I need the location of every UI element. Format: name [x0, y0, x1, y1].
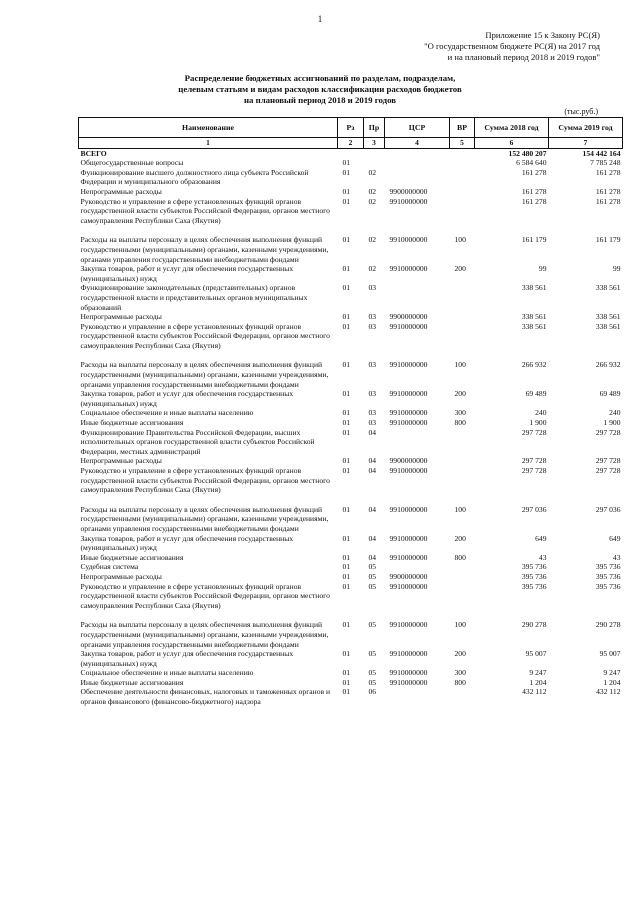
table-row	[79, 428, 623, 457]
row-vr: 100	[454, 235, 466, 245]
header-vr: ВР	[450, 118, 475, 138]
row-sum-2019: 7 785 248	[590, 158, 621, 168]
row-sum-2018: 432 112	[522, 687, 547, 697]
table-row	[79, 312, 623, 322]
row-spacer	[79, 350, 623, 360]
row-csr	[385, 687, 450, 706]
table-row	[79, 418, 623, 428]
row-rz: 01	[342, 264, 351, 274]
row-spacer	[79, 225, 623, 235]
row-csr: 9910000000	[389, 196, 428, 206]
row-pr: 04	[368, 466, 377, 475]
row-csr: 9900000000	[389, 312, 428, 322]
row-sum-2019: 297 728	[595, 466, 621, 475]
row-name: Иные бюджетные ассигнования	[80, 418, 184, 428]
row-sum-2019: 161 278	[595, 186, 621, 196]
row-name: Руководство и управление в сфере установленных функций органов государственной власти субъектов Российской Федерации, органов местного самоуправления Республики Саха (Якутия)	[80, 466, 330, 495]
table-row	[79, 649, 623, 668]
row-sum-2018: 6 584 640	[516, 158, 547, 168]
row-sum-2019: 9 247	[603, 668, 621, 678]
row-pr: 04	[368, 533, 377, 543]
table-row	[79, 235, 623, 264]
row-pr: 05	[368, 668, 377, 678]
row-pr: 05	[368, 649, 377, 659]
row-csr	[385, 428, 450, 457]
header-csr: ЦСР	[385, 118, 450, 138]
row-vr: 200	[454, 533, 466, 543]
row-csr	[385, 283, 450, 312]
row-vr	[450, 572, 475, 582]
row-spacer-cell	[79, 350, 623, 360]
row-name: Закупка товаров, работ и услуг для обеспечения государственных (муниципальных) нужд	[80, 389, 294, 408]
table-row	[79, 466, 623, 495]
row-csr: 9910000000	[389, 360, 428, 370]
row-sum-2018: 338 561	[521, 283, 547, 293]
row-rz: 01	[342, 312, 351, 322]
row-csr: 9910000000	[389, 408, 428, 418]
row-sum-2019: 161 179	[595, 235, 621, 245]
row-name: Расходы на выплаты персоналу в целях обеспечения выполнения функций государственными (муниципальными) органами, казенными учреждениями, органами управления государственными внебюджетными фондами	[80, 235, 329, 264]
title-line: Распределение бюджетных ассигнований по разделам, подразделам,	[184, 73, 456, 83]
row-pr: 03	[368, 408, 377, 418]
row-rz: 01	[342, 360, 351, 370]
row-sum-2018: 290 278	[521, 620, 547, 630]
row-pr: 03	[368, 321, 377, 331]
row-pr: 02	[368, 167, 377, 177]
row-spacer	[79, 495, 623, 505]
row-sum-2019: 69 489	[599, 389, 621, 399]
row-vr: 200	[454, 389, 466, 399]
table-row	[79, 389, 623, 408]
row-spacer-cell	[79, 610, 623, 620]
row-name: Руководство и управление в сфере установленных функций органов государственной власти субъектов Российской Федерации, органов местного самоуправления Республики Саха (Якутия)	[80, 581, 330, 610]
table-row	[79, 283, 623, 312]
row-pr: 03	[368, 389, 377, 399]
row-sum-2018: 266 932	[521, 360, 547, 370]
page-number: 1	[317, 14, 323, 24]
row-name: Социальное обеспечение и иные выплаты населению	[80, 408, 254, 418]
row-rz: 01	[342, 456, 351, 466]
row-sum-2018: 297 728	[521, 456, 547, 466]
row-spacer-cell	[79, 495, 623, 505]
table-row	[79, 678, 623, 688]
row-sum-2018: 152 480 207	[508, 148, 547, 158]
row-vr: 800	[454, 552, 466, 562]
row-pr: 03	[368, 418, 377, 428]
row-sum-2019: 297 728	[595, 456, 621, 466]
row-name: Функционирование законодательных (представительных) органов государственной власти и представительных органов муниципальных образований	[80, 283, 308, 312]
row-rz: 01	[342, 427, 351, 437]
row-vr	[450, 687, 475, 706]
row-name: Обеспечение деятельности финансовых, налоговых и таможенных органов и органов финансового (финансово-бюджетного) надзора	[80, 687, 331, 707]
row-csr	[385, 168, 450, 187]
row-pr: 02	[368, 264, 377, 274]
column-number: 6	[475, 138, 549, 149]
row-vr	[450, 187, 475, 197]
row-sum-2018: 1 900	[529, 418, 547, 428]
row-csr: 9910000000	[389, 581, 428, 591]
row-csr: 9910000000	[389, 504, 428, 514]
row-pr: 05	[368, 620, 377, 630]
row-name: Руководство и управление в сфере установленных функций органов государственной власти субъектов Российской Федерации, органов местного самоуправления Республики Саха (Якутия)	[80, 196, 330, 225]
row-rz: 01	[342, 167, 351, 177]
table-row	[79, 620, 623, 649]
row-csr: 9910000000	[389, 264, 428, 274]
row-sum-2019: 297 728	[595, 427, 621, 437]
row-csr	[385, 158, 450, 168]
row-vr	[450, 197, 475, 226]
column-number-row	[79, 138, 623, 149]
row-vr	[450, 148, 475, 158]
row-sum-2018: 395 736	[521, 581, 547, 591]
row-rz: 01	[342, 186, 351, 196]
row-name: Иные бюджетные ассигнования	[80, 677, 184, 687]
row-csr: 9910000000	[389, 677, 428, 687]
row-rz: 01	[342, 668, 351, 678]
row-csr: 9910000000	[389, 552, 428, 562]
row-spacer	[79, 610, 623, 620]
row-csr: 9900000000	[389, 186, 428, 196]
appendix-line: "О государственном бюджете РС(Я) на 2017 год	[424, 41, 600, 51]
column-number: 3	[364, 138, 385, 149]
budget-table	[78, 117, 623, 707]
row-vr	[450, 466, 475, 495]
appendix-line: Приложение 15 к Закону РС(Я)	[485, 30, 600, 40]
row-rz: 01	[342, 504, 351, 514]
row-pr: 03	[368, 283, 377, 293]
row-vr	[450, 456, 475, 466]
row-name: Функционирование Правительства Российской Федерации, высших исполнительных органов государственной власти субъектов Российской Федерации, местных администраций	[80, 427, 315, 456]
table-row	[79, 553, 623, 563]
row-sum-2018: 395 736	[521, 562, 547, 572]
row-pr: 05	[368, 562, 377, 572]
row-pr: 02	[368, 235, 377, 245]
row-pr: 06	[368, 687, 377, 697]
table-row	[79, 408, 623, 418]
row-csr: 9910000000	[389, 466, 428, 475]
row-sum-2019: 395 736	[595, 562, 621, 572]
row-rz: 01	[342, 235, 351, 245]
table-row-total	[79, 148, 623, 158]
row-sum-2018: 99	[538, 264, 547, 274]
row-vr	[450, 582, 475, 611]
row-csr: 9910000000	[389, 649, 428, 659]
row-csr: 9900000000	[389, 571, 428, 581]
row-csr: 9910000000	[389, 533, 428, 543]
row-vr: 200	[454, 649, 466, 659]
row-sum-2019: 649	[609, 533, 621, 543]
column-number: 5	[450, 138, 475, 149]
row-pr: 02	[368, 196, 377, 206]
table-header-row	[79, 118, 623, 138]
row-sum-2019: 1 900	[603, 418, 621, 428]
table-row	[79, 187, 623, 197]
row-name: Расходы на выплаты персоналу в целях обеспечения выполнения функций государственными (муниципальными) органами, казенными учреждениями, органами управления государственными внебюджетными фондами	[80, 360, 329, 389]
table-row	[79, 572, 623, 582]
row-sum-2019: 290 278	[595, 620, 621, 630]
row-rz: 01	[342, 321, 351, 331]
row-name: Функционирование высшего должностного лица субъекта Российской Федерации и муниципального образования	[80, 167, 309, 187]
row-sum-2018: 95 007	[525, 649, 547, 659]
row-vr: 300	[454, 408, 466, 418]
table-row	[79, 168, 623, 187]
row-sum-2019: 99	[612, 264, 621, 274]
header-sum-2018: Сумма 2018 год	[475, 118, 549, 138]
title-line: целевым статьям и видам расходов классификации расходов бюджетов	[178, 84, 462, 94]
header-rz: Рз	[338, 118, 364, 138]
row-rz: 01	[342, 687, 351, 697]
title-line: на плановый период 2018 и 2019 годов	[243, 95, 397, 105]
row-rz: 01	[342, 562, 351, 572]
table-row	[79, 158, 623, 168]
column-number: 2	[338, 138, 364, 149]
row-sum-2018: 240	[535, 408, 547, 418]
row-rz: 01	[342, 649, 351, 659]
row-rz: 01	[342, 466, 351, 475]
document-title	[60, 73, 580, 106]
row-csr: 9910000000	[389, 668, 428, 678]
header-pr: Пр	[364, 118, 385, 138]
row-sum-2019: 95 007	[599, 649, 621, 659]
row-sum-2018: 9 247	[529, 668, 547, 678]
row-sum-2018: 297 728	[521, 466, 547, 475]
row-csr: 9910000000	[389, 389, 428, 399]
row-sum-2019: 297 036	[595, 504, 621, 514]
row-sum-2019: 161 278	[595, 196, 621, 206]
row-vr	[450, 562, 475, 572]
row-csr: 9900000000	[389, 456, 428, 466]
row-sum-2018: 161 278	[521, 186, 547, 196]
table-row	[79, 322, 623, 351]
row-rz	[338, 148, 364, 158]
row-rz: 01	[342, 418, 351, 428]
row-name: Судебная система	[80, 562, 139, 572]
row-name: Иные бюджетные ассигнования	[80, 552, 184, 562]
table-row	[79, 264, 623, 283]
row-name: Руководство и управление в сфере установленных функций органов государственной власти субъектов Российской Федерации, органов местного самоуправления Республики Саха (Якутия)	[80, 321, 330, 350]
row-vr	[450, 168, 475, 187]
row-pr: 04	[368, 427, 377, 437]
table-row	[79, 687, 623, 706]
row-sum-2018: 338 561	[521, 321, 547, 331]
row-vr: 100	[454, 360, 466, 370]
row-name: Закупка товаров, работ и услуг для обеспечения государственных (муниципальных) нужд	[80, 264, 294, 283]
header-sum-2019: Сумма 2019 год	[549, 118, 623, 138]
row-name: Непрограммные расходы	[80, 571, 162, 581]
row-name: Непрограммные расходы	[80, 456, 162, 466]
row-rz: 01	[342, 620, 351, 630]
row-sum-2018: 649	[535, 533, 547, 543]
row-vr: 300	[454, 668, 466, 678]
row-spacer-cell	[79, 225, 623, 235]
row-rz: 01	[342, 581, 351, 591]
row-pr: 03	[368, 312, 377, 322]
row-pr: 03	[368, 360, 377, 370]
row-name: ВСЕГО	[80, 148, 107, 158]
row-sum-2019: 395 736	[595, 581, 621, 591]
row-name: Расходы на выплаты персоналу в целях обеспечения выполнения функций государственными (муниципальными) органами, казенными учреждениями, органами управления государственными внебюджетными фондами	[80, 504, 329, 533]
row-csr	[385, 562, 450, 572]
table-row	[79, 534, 623, 553]
row-sum-2018: 297 036	[521, 504, 547, 514]
row-name: Закупка товаров, работ и услуг для обеспечения государственных (муниципальных) нужд	[80, 649, 294, 668]
row-vr	[450, 312, 475, 322]
row-pr: 04	[368, 552, 377, 562]
table-row	[79, 668, 623, 678]
row-name: Общегосударственные вопросы	[80, 158, 184, 168]
row-vr	[450, 428, 475, 457]
column-number: 4	[385, 138, 450, 149]
row-rz: 01	[342, 571, 351, 581]
column-number: 7	[549, 138, 623, 149]
row-sum-2019: 338 561	[595, 283, 621, 293]
row-rz: 01	[342, 389, 351, 399]
row-sum-2018: 43	[538, 552, 547, 562]
row-rz: 01	[342, 677, 351, 687]
row-name: Непрограммные расходы	[80, 312, 162, 322]
row-vr	[450, 158, 475, 168]
row-rz: 01	[342, 196, 351, 206]
row-sum-2018: 297 728	[521, 427, 547, 437]
table-row	[79, 505, 623, 534]
row-vr: 100	[454, 620, 466, 630]
row-pr: 05	[368, 571, 377, 581]
appendix-line: и на плановый период 2018 и 2019 годов"	[447, 52, 600, 62]
row-pr: 04	[368, 504, 377, 514]
header-name: Наименование	[79, 118, 338, 138]
row-pr: 02	[368, 186, 377, 196]
table-row	[79, 360, 623, 389]
row-rz: 01	[342, 408, 351, 418]
row-csr: 9910000000	[389, 235, 428, 245]
row-sum-2019: 240	[609, 408, 621, 418]
appendix-reference	[300, 30, 600, 63]
table-row	[79, 562, 623, 572]
row-pr: 04	[368, 456, 377, 466]
row-name: Непрограммные расходы	[80, 186, 162, 196]
row-sum-2018: 338 561	[521, 312, 547, 322]
row-sum-2019: 43	[612, 552, 621, 562]
row-name: Закупка товаров, работ и услуг для обеспечения государственных (муниципальных) нужд	[80, 533, 294, 553]
row-pr: 05	[368, 581, 377, 591]
row-rz: 01	[342, 283, 351, 293]
table-body	[79, 148, 623, 707]
row-sum-2019: 1 204	[603, 677, 621, 687]
row-sum-2019: 266 932	[595, 360, 621, 370]
row-sum-2018: 395 736	[521, 571, 547, 581]
table-row	[79, 582, 623, 611]
row-sum-2019: 338 561	[595, 321, 621, 331]
row-sum-2018: 69 489	[525, 389, 547, 399]
row-pr: 05	[368, 677, 377, 687]
table-row	[79, 456, 623, 466]
table-row	[79, 197, 623, 226]
row-pr	[364, 158, 385, 168]
row-csr: 9910000000	[389, 418, 428, 428]
row-vr: 200	[454, 264, 466, 274]
row-vr: 100	[454, 504, 466, 514]
row-name: Социальное обеспечение и иные выплаты населению	[80, 668, 254, 678]
row-sum-2019: 395 736	[595, 571, 621, 581]
row-sum-2018: 1 204	[529, 677, 547, 687]
row-sum-2018: 161 278	[521, 167, 547, 177]
row-vr: 800	[454, 677, 466, 687]
row-csr: 9910000000	[389, 620, 428, 630]
row-sum-2019: 338 561	[595, 312, 621, 322]
column-number: 1	[79, 138, 338, 149]
row-pr	[364, 148, 385, 158]
row-vr	[450, 283, 475, 312]
row-rz: 01	[342, 552, 351, 562]
row-rz: 01	[342, 158, 351, 168]
row-csr	[385, 148, 450, 158]
row-csr: 9910000000	[389, 321, 428, 331]
row-vr	[450, 322, 475, 351]
row-name: Расходы на выплаты персоналу в целях обеспечения выполнения функций государственными (муниципальными) органами, казенными учреждениями, органами управления государственными внебюджетными фондами	[80, 620, 329, 649]
row-sum-2019: 161 278	[595, 167, 621, 177]
row-sum-2018: 161 179	[521, 235, 547, 245]
row-vr: 800	[454, 418, 466, 428]
units-label: (тыс.руб.)	[564, 107, 598, 116]
row-rz: 01	[342, 533, 351, 543]
row-sum-2019: 154 442 164	[582, 148, 621, 158]
row-sum-2019: 432 112	[596, 687, 621, 697]
row-sum-2018: 161 278	[521, 196, 547, 206]
